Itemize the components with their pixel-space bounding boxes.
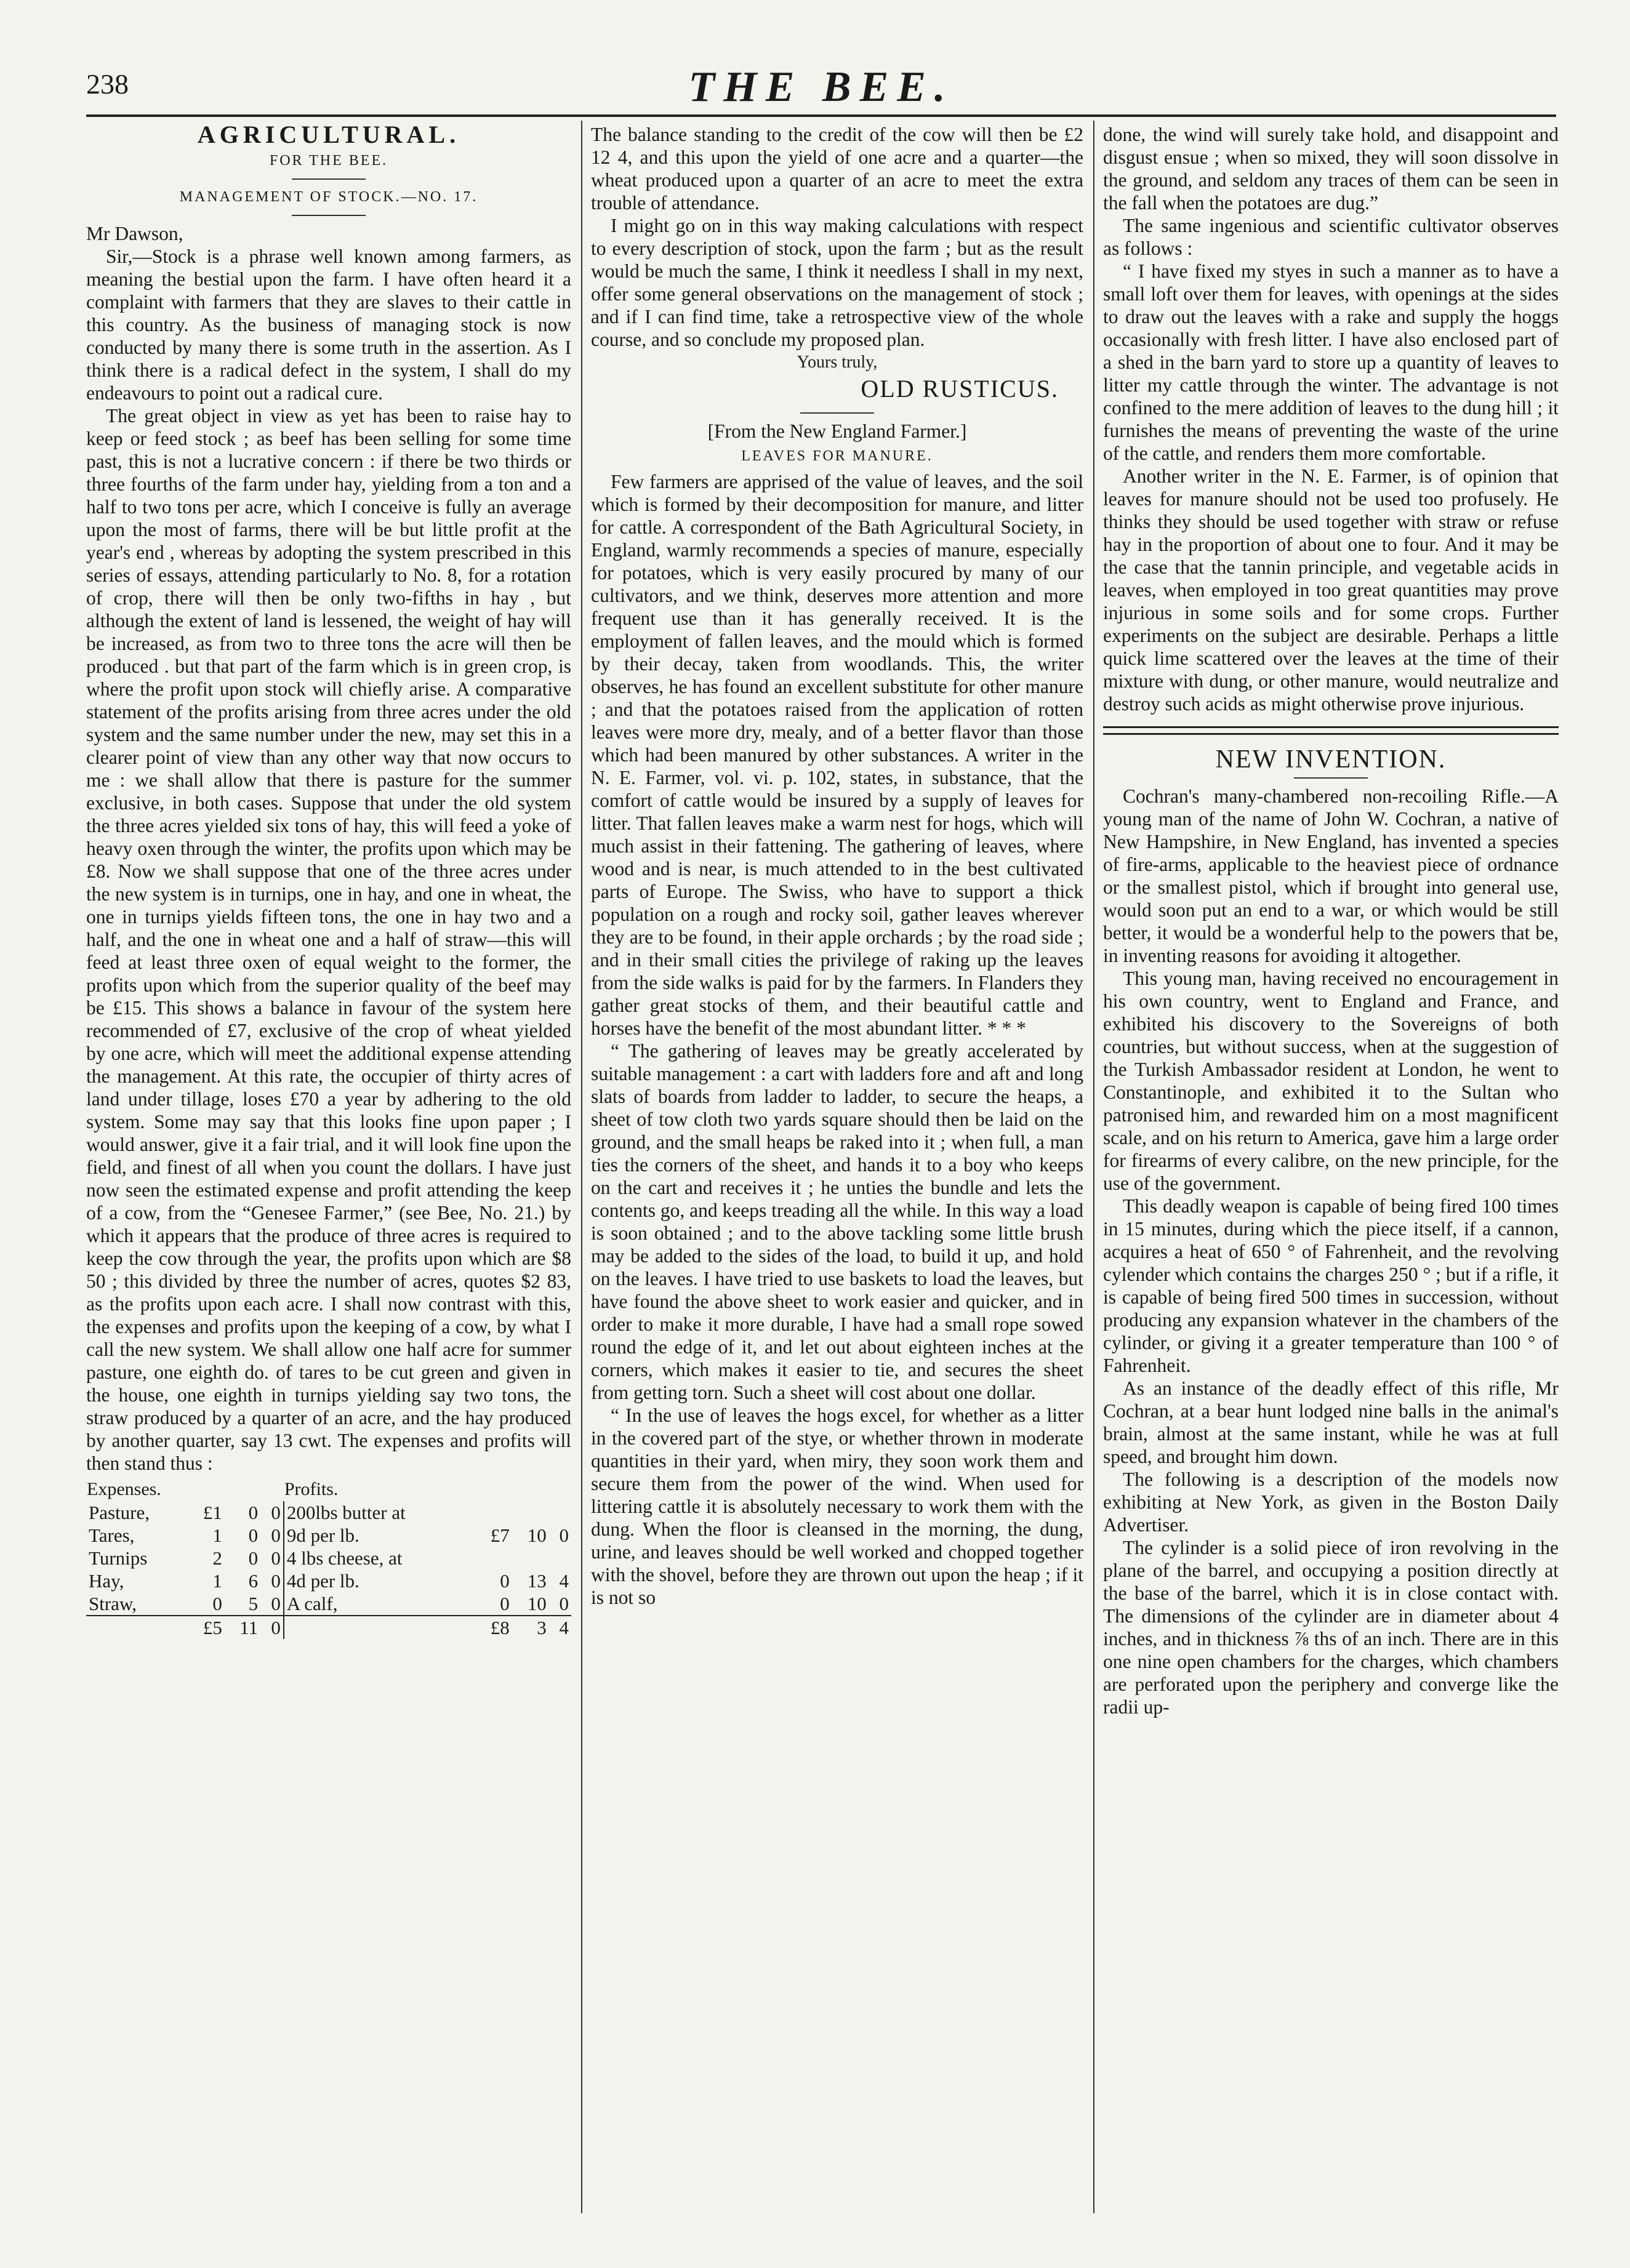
- table-cell: [512, 1547, 549, 1569]
- divider: [1294, 777, 1368, 779]
- paragraph: Another writer in the N. E. Farmer, is of opinion that leaves for manure should not be used too profusely. He thinks they should be used together with straw or refuse hay in the proportion of about one to four. And it may be the case that the tannin principle, and vegetable acids in leaves, when employed in too great quantities may prove injurious in some soils and for some crops. Further experiments on the subject are desirable. Perhaps a little quick lime scattered over the leaves at the time of their mixture with dung, or other manure, would neutralize and destroy such acids as might otherwise prove injurious.: [1103, 465, 1559, 715]
- divider: [292, 178, 366, 180]
- article-subhead: LEAVES FOR MANURE.: [741, 448, 933, 464]
- table-cell: 0: [271, 1593, 281, 1614]
- table-total-row: [86, 1616, 571, 1639]
- paragraph: This young man, having received no encouragement in his own country, went to England and France, and exhibited his discovery to the Sovereigns of both countries, but without success, when at the suggestion of the Turkish Ambassador resident at London, he went to Constantinople, and exhibited it to the Sultan who patronised him, and rewarded him on a most magnificent scale, and on his return to America, gave him a large order for firearms of every calibre, on the new principle, for the use of the government.: [1103, 968, 1559, 1194]
- profits-header: Profits.: [284, 1479, 339, 1499]
- article-heading: NEW INVENTION.: [1215, 745, 1447, 774]
- table-cell: £1: [203, 1502, 222, 1523]
- paragraph: “ The gathering of leaves may be greatly accelerated by suitable management : a cart with ladders fore and aft and long slats of boards from ladder to ladder, to secure the heaps, a sheet of tow cloth two yards square should then be laid on the ground, and the small heaps be raked into it ; when full, a man ties the corners of the sheet, and hands it to a boy who keeps on the cart and receives it ; he unties the bundle and lets the contents go, and keeps treading all the while. In this way a load is soon obtained ; and to the above tackling some little brush may be added to the sides of the load, to build it up, and hold on the leaves. I have tried to use baskets to load the leaves, but have found the above sheet to work easier and quicker, and in order to make it more durable, I have had a small rope sowed round the edge of it, and let out about eighteen inches at the corners, which makes it easier to tie, and secures the sheet from getting torn. Such a sheet will cost about one dollar.: [591, 1040, 1083, 1403]
- newspaper-title: THE BEE.: [688, 63, 954, 111]
- paragraph: Sir,—Stock is a phrase well known among farmers, as meaning the bestial upon the farm. I have often heard it a complaint with farmers that they are slaves to their cattle in this country. As the business of managing stock is now conducted by many there is some truth in the assertion. As I think there is a radical defect in the system, I shall do my endeavours to point out a radical cure.: [86, 246, 571, 404]
- sign-off: Yours truly,: [797, 353, 878, 372]
- table-cell: 0: [271, 1502, 281, 1523]
- table-cell: [475, 1501, 512, 1524]
- table-cell: 0: [260, 1616, 284, 1639]
- paragraph: This deadly weapon is capable of being fired 100 times in 15 minutes, during which the piece itself, if a cannon, acquires a heat of 650 ° of Fahrenheit, and the revolving cylender which contains the charges 250 ° ; but if a rifle, it is capable of being fired 500 times in succession, without producing any expansion whatever in the chambers of the cylinder, or giving it a greater temperature than 100 ° of Fahrenheit.: [1103, 1195, 1559, 1376]
- table-cell: 4 lbs cheese, at: [284, 1547, 475, 1569]
- paragraph: The balance standing to the credit of the cow will then be £2 12 4, and this upon the yield of one acre and a quarter—the wheat produced upon a quarter of an acre to meet the extra trouble of attendance.: [591, 124, 1083, 214]
- paragraph: The following is a description of the models now exhibiting at New York, as given in the Boston Daily Advertiser.: [1103, 1469, 1559, 1536]
- table-cell: 1: [212, 1525, 222, 1546]
- table-row: [86, 1524, 571, 1547]
- paragraph: The cylinder is a solid piece of iron revolving in the plane of the barrel, and occupying a position directly at the base of the barrel, which it is in close contact with. The dimensions of the cylinder are in diameter about 4 inches, and in thickness ⅞ ths of an inch. There are in this one nine open chambers for the charges, which chambers are perforated upon the periphery and converge like the radii up-: [1103, 1537, 1559, 1718]
- author-signature: OLD RUSTICUS.: [861, 375, 1059, 403]
- masthead-rule: [86, 114, 1556, 117]
- table-cell: 0: [271, 1525, 281, 1546]
- table-cell: [549, 1547, 571, 1569]
- table-cell: Tares,: [89, 1525, 135, 1546]
- table-cell: 11: [225, 1616, 260, 1639]
- table-cell: 200lbs butter at: [284, 1501, 475, 1524]
- page-number: 238: [86, 68, 129, 100]
- masthead: [86, 63, 1556, 111]
- table-row: [86, 1592, 571, 1616]
- table-cell: [86, 1616, 188, 1639]
- table-cell: 0: [248, 1525, 259, 1546]
- table-cell: 0: [500, 1570, 510, 1592]
- table-cell: 0: [559, 1525, 569, 1546]
- section-divider: [1103, 726, 1559, 735]
- table-cell: 1: [212, 1570, 222, 1592]
- table-cell: [475, 1547, 512, 1569]
- table-cell: [512, 1501, 549, 1524]
- source-line: [From the New England Farmer.]: [707, 420, 967, 442]
- table-cell: 0: [248, 1547, 259, 1569]
- table-row: [86, 1501, 571, 1524]
- table-cell: 5: [248, 1593, 259, 1614]
- column-divider: [1093, 121, 1094, 2213]
- table-cell: [284, 1616, 475, 1639]
- table-cell: Straw,: [89, 1593, 137, 1614]
- expenses-header: Expenses.: [87, 1479, 161, 1499]
- table-cell: 0: [559, 1593, 569, 1614]
- expenses-profits-table: [86, 1477, 571, 1639]
- table-cell: £7: [490, 1525, 510, 1546]
- table-cell: £5: [188, 1616, 225, 1639]
- paragraph: Cochran's many-chambered non-recoiling Rifle.—A young man of the name of John W. Cochran, a native of New Hampshire, in New England, has invented a species of fire-arms, applicable to the heaviest piece of ordnance or the smallest pistol, which if brought into general use, would soon put an end to a war, or which would be still better, it would be a wonderful help to the powers that be, in inventing reasons for avoiding it altogether.: [1103, 785, 1559, 966]
- table-cell: 4d per lb.: [284, 1569, 475, 1592]
- paragraph: Few farmers are apprised of the value of leaves, and the soil which is formed by their decomposition for manure, and litter for cattle. A correspondent of the Bath Agricultural Society, in England, warmly recommends a species of manure, especially for potatoes, which is very easily procured by many of our cultivators, and we think, deserves more attention and more frequent use than it has generally received. It is the employment of fallen leaves, and the mould which is formed by their decay, taken from woodlands. This, the writer observes, he has found an excellent substitute for other manure ; and that the potatoes raised from the application of rotten leaves were more dry, mealy, and of a better flavor than those which had been manured by other substances. A writer in the N. E. Farmer, vol. vi. p. 102, states, in substance, that the comfort of cattle would be insured by a supply of leaves for litter. That fallen leaves make a warm nest for hogs, which will much assist in their fattening. The gathering of leaves, where wood and is near, is much attended to in the best cultivated parts of Europe. The Swiss, who have to support a thick population on a rough and rocky soil, gather leaves wherever they are to be found, in their apple orchards ; by the road side ; and in their small cities the privilege of raking up the leaves from the side walks is paid for by the farmers. In Flanders they gather great stocks of them, and their beautiful cattle and horses have the benefit of the most abundant litter. * * *: [591, 471, 1083, 1039]
- paragraph: I might go on in this way making calculations with respect to every description of stock, upon the farm ; but as the result would be much the same, I think it needless I shall in my next, offer some general observations on the management of stock ; and if I can find time, take a retrospective view of the whole course, and so conclude my proposed plan.: [591, 215, 1083, 350]
- table-cell: 0: [271, 1570, 281, 1592]
- table-row: [86, 1547, 571, 1569]
- middle-column: [591, 123, 1083, 1609]
- divider: [800, 412, 874, 414]
- table-cell: 0: [248, 1502, 259, 1523]
- table-cell: 0: [500, 1593, 510, 1614]
- paragraph: The great object in view as yet has been to raise hay to keep or feed stock ; as beef has been selling for some time past, this is not a lucrative concern : if there be two thirds or three fourths of the farm under hay, yielding from a ton and a half to two tons per acre, which I conceive is fully an average upon the most of farms, there will be but little profit at the year's end , whereas by adopting the system prescribed in this series of essays, attending particularly to No. 8, for a rotation of crop, there will then be only two-fifths in hay , but although the extent of land is lessened, the weight of hay will be increased, as from two to three tons the acre will then be produced . but that part of the farm which is in green crop, is where the profit upon stock will chiefly arise. A comparative statement of the profits arising from three acres under the old system and the same number under the new, may set this in a clearer point of view than any other way that now occurs to me : we shall allow that there is pasture for the summer exclusive, in both cases. Suppose that under the old system the three acres yielded six tons of hay, this will feed a yoke of heavy oxen through the winter, the profits upon which may be £8. Now we shall suppose that one of the three acres under the new system is in turnips, one in hay, and one in wheat, the one in turnips yields fifteen tons, the one in hay two and a half, and the one in wheat one and a half of straw—this will feed at least three oxen of equal weight to the former, the profits upon which from the superior quality of the beef may be £15. This shows a balance in favour of the system here recommended of £7, exclusive of the crop of wheat yielded by one acre, which will meet the additional expense attending the management. At this rate, the occupier of thirty acres of land under tillage, loses £70 a year by adhering to the old system. Some may say that this looks fine upon paper ; I would answer, give it a fair trial, and it will look fine upon the field, and finest of all when you count the dollars. I have just now seen the estimated expense and profit attending the keep of a cow, from the “Genesee Farmer,” (see Bee, No. 21.) by which it appears that the produce of three acres is required to keep the cow through the year, the profits upon which are $8 50 ; this divided by three the number of acres, quotes $2 83, as the profits upon each acre. I shall now contrast with this, the expenses and profits upon the keeping of a cow, by what I call the new system. We shall allow one half acre for summer pasture, one eighth do. of tares to be cut green and given in the house, one eighth in turnips yielding say two tons, the straw produced by a quarter of an acre, and the hay produced by another quarter, say 13 cwt. The expenses and profits will then stand thus :: [86, 405, 571, 1474]
- left-column: [86, 123, 571, 1639]
- paragraph: “ In the use of leaves the hogs excel, for whether as a litter in the covered part of the stye, or whether thrown in moderate quantities in their yard, when miry, they soon work them and secure them from the power of the wind. When used for littering cattle it is absolutely necessary to work them with the dung. When the floor is cleansed in the morning, the dung, urine, and leaves should be well worked and chopped together with the shovel, before they are thrown out upon the heap ; if it is not so: [591, 1404, 1083, 1608]
- table-cell: 2: [212, 1547, 222, 1569]
- column-divider: [581, 121, 582, 2213]
- table-cell: 6: [248, 1570, 259, 1592]
- for-line: FOR THE BEE.: [269, 153, 388, 169]
- table-cell: A calf,: [284, 1592, 475, 1616]
- divider: [292, 215, 366, 216]
- table-row: [86, 1569, 571, 1592]
- paragraph: “ I have fixed my styes in such a manner as to have a small loft over them for leaves, with openings at the sides to draw out the leaves with a rake and supply the hoggs occasionally with fresh litter. I have also enclosed part of a shed in the barn yard to store up a quantity of leaves to litter my cattle through the winter. The advantage is not confined to the mere addition of leaves to the dung hill ; it furnishes the means of preventing the waste of the urine of the cattle, and renders them more comfortable.: [1103, 260, 1559, 464]
- table-cell: 13: [527, 1570, 547, 1592]
- table-cell: 9d per lb.: [284, 1524, 475, 1547]
- table-cell: 10: [527, 1525, 547, 1546]
- salutation: Mr Dawson,: [86, 223, 183, 244]
- table-cell: 4: [559, 1570, 569, 1592]
- table-cell: 4: [549, 1616, 571, 1639]
- section-heading: AGRICULTURAL.: [197, 121, 460, 148]
- table-cell: 0: [212, 1593, 222, 1614]
- table-cell: £8: [475, 1616, 512, 1639]
- table-cell: Turnips: [89, 1547, 148, 1569]
- table-cell: [549, 1501, 571, 1524]
- paragraph: The same ingenious and scientific cultivator observes as follows :: [1103, 215, 1559, 259]
- table-cell: 3: [512, 1616, 549, 1639]
- table-cell: 0: [271, 1547, 281, 1569]
- article-subhead: MANAGEMENT OF STOCK.—NO. 17.: [179, 189, 478, 205]
- right-column: [1103, 123, 1559, 1718]
- table-cell: Hay,: [89, 1570, 124, 1592]
- paragraph: done, the wind will surely take hold, and disappoint and disgust ensue ; when so mixed, they will soon dissolve in the ground, and seldom any traces of them can be seen in the fall when the potatoes are dug.”: [1103, 124, 1559, 214]
- table-cell: Pasture,: [89, 1502, 150, 1523]
- paragraph: As an instance of the deadly effect of this rifle, Mr Cochran, at a bear hunt lodged nine balls in the animal's brain, almost at the same instant, while he was at full speed, and brought him down.: [1103, 1377, 1559, 1467]
- table-cell: 10: [527, 1593, 547, 1614]
